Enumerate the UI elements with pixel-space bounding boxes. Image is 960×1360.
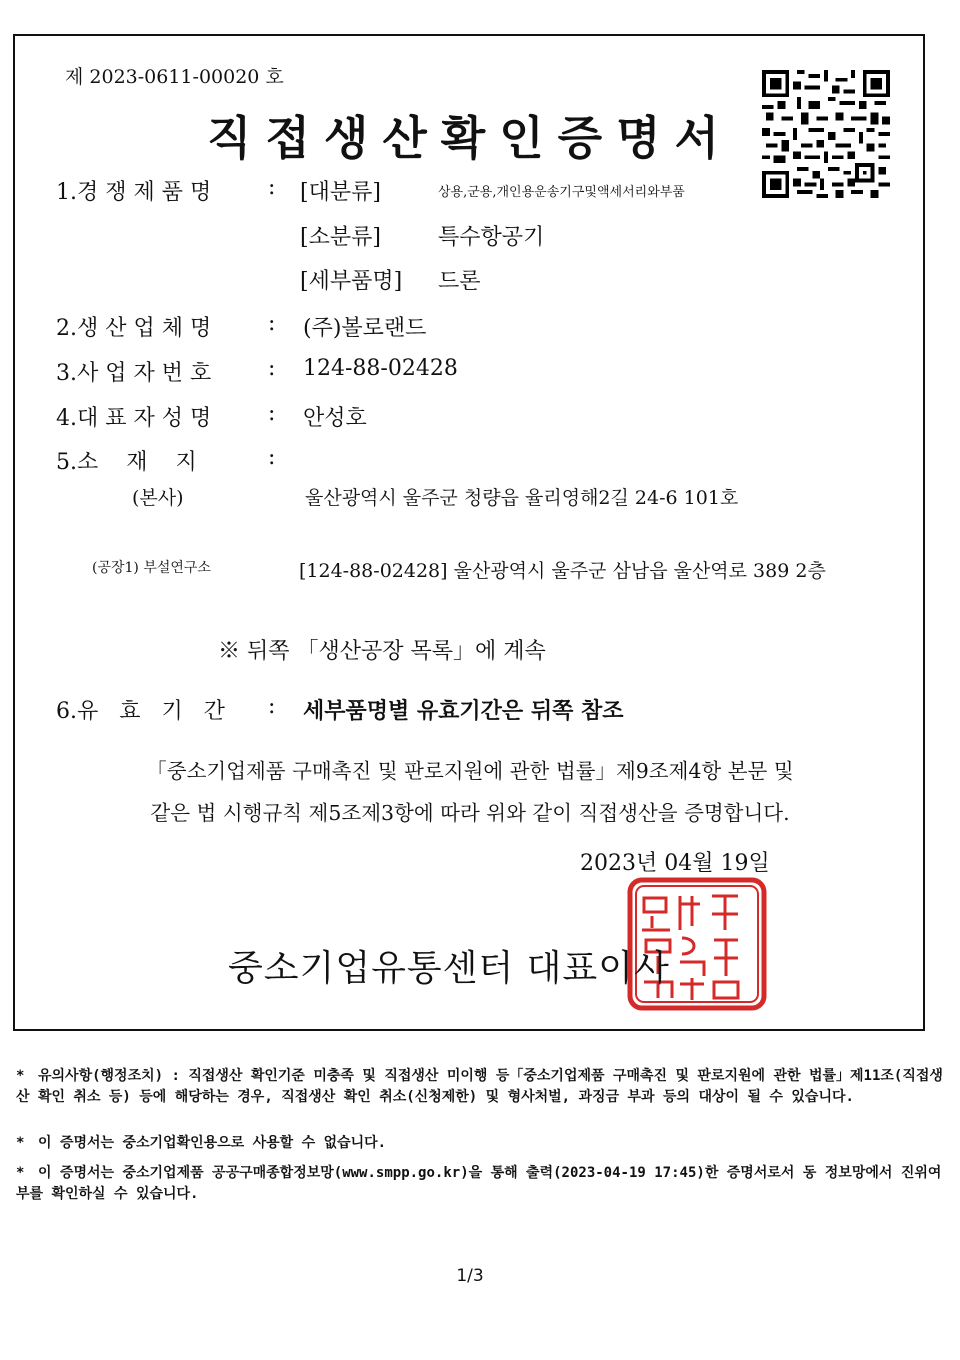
qr-code-icon [762,70,890,198]
footnote-1-text: 유의사항(행정조치) : 직접생산 확인기준 미충족 및 직접생산 미이행 등「중소기업제품 구매촉진 및 판로지원에 관한 법률」제11조(직접생산 확인 취소 등) 등에 해당하는 경우, 직접생산 확인 취소(신청제한) 및 형사처벌, 과징금 부과 등의 대상이 될 수 있습니다. [16,1068,943,1105]
footnote-1 [16,1066,948,1108]
bizno-label: 3.사 업 자 번 호 [56,361,212,386]
colon: : [268,694,276,719]
footnote-2 [16,1133,948,1154]
ceo-value: 안성호 [303,406,367,431]
footnote-3 [16,1163,948,1205]
colon: : [268,356,276,381]
detail-product-tag: [세부품명] [300,269,403,294]
colon: : [268,175,276,200]
factory-address: [124-88-02428] 울산광역시 울주군 삼남읍 울산역로 389 2층 [299,560,826,582]
validity-value: 세부품명별 유효기간은 뒤쪽 참조 [303,699,624,724]
company-label: 2.생 산 업 체 명 [56,316,212,341]
bizno-value: 124-88-02428 [303,356,458,381]
major-category-value: 상용,군용,개인용운송기구및액세서리와부품 [438,185,685,200]
major-category-tag: [대분류] [300,180,381,205]
issue-date: 2023년 04월 19일 [580,851,770,876]
footnote-2-text: 이 증명서는 중소기업확인용으로 사용할 수 없습니다. [38,1135,387,1151]
ceo-label: 4.대 표 자 성 명 [56,406,212,431]
product-label: 1.경 쟁 제 품 명 [56,180,212,205]
hq-address: 울산광역시 울주군 청량읍 율리영해2길 24-6 101호 [305,487,739,509]
law-text-line2: 같은 법 시행규칙 제5조제3항에 따라 위와 같이 직접생산을 증명합니다. [150,801,790,825]
hq-label: (본사) [132,487,184,509]
validity-label: 6.유 효 기 간 [56,699,225,724]
bullet: * [16,1135,25,1151]
factory-label: (공장1) 부설연구소 [92,560,211,576]
colon: : [268,311,276,336]
certificate-number: 제 2023-0611-00020 호 [65,66,284,88]
document-title: 직접생산확인증명서 [207,111,733,165]
continued-notice: ※ 뒤쪽 「생산공장 목록」에 계속 [218,639,546,664]
page-number: 1/3 [456,1266,484,1286]
bullet: * [16,1068,25,1084]
footnote-3-text: 이 증명서는 중소기업제품 공공구매종합정보망(www.smpp.go.kr)을 통해 출력(2023-04-19 17:45)한 증명서로서 동 정보망에서 진위여부를 확인하실 수 있습니다. [16,1165,942,1202]
law-text-line1: 「중소기업제품 구매촉진 및 판로지원에 관한 법률」제9조제4항 본문 및 [146,759,794,783]
colon: : [268,401,276,426]
company-value: (주)볼로랜드 [303,316,427,341]
colon: : [268,445,276,470]
issuer-name: 중소기업유통센터 대표이사 [228,948,670,989]
minor-category-tag: [소분류] [300,225,381,250]
bullet: * [16,1165,25,1181]
detail-product-value: 드론 [438,269,481,294]
minor-category-value: 특수항공기 [438,225,545,250]
location-label: 5.소 재 지 [56,450,197,475]
